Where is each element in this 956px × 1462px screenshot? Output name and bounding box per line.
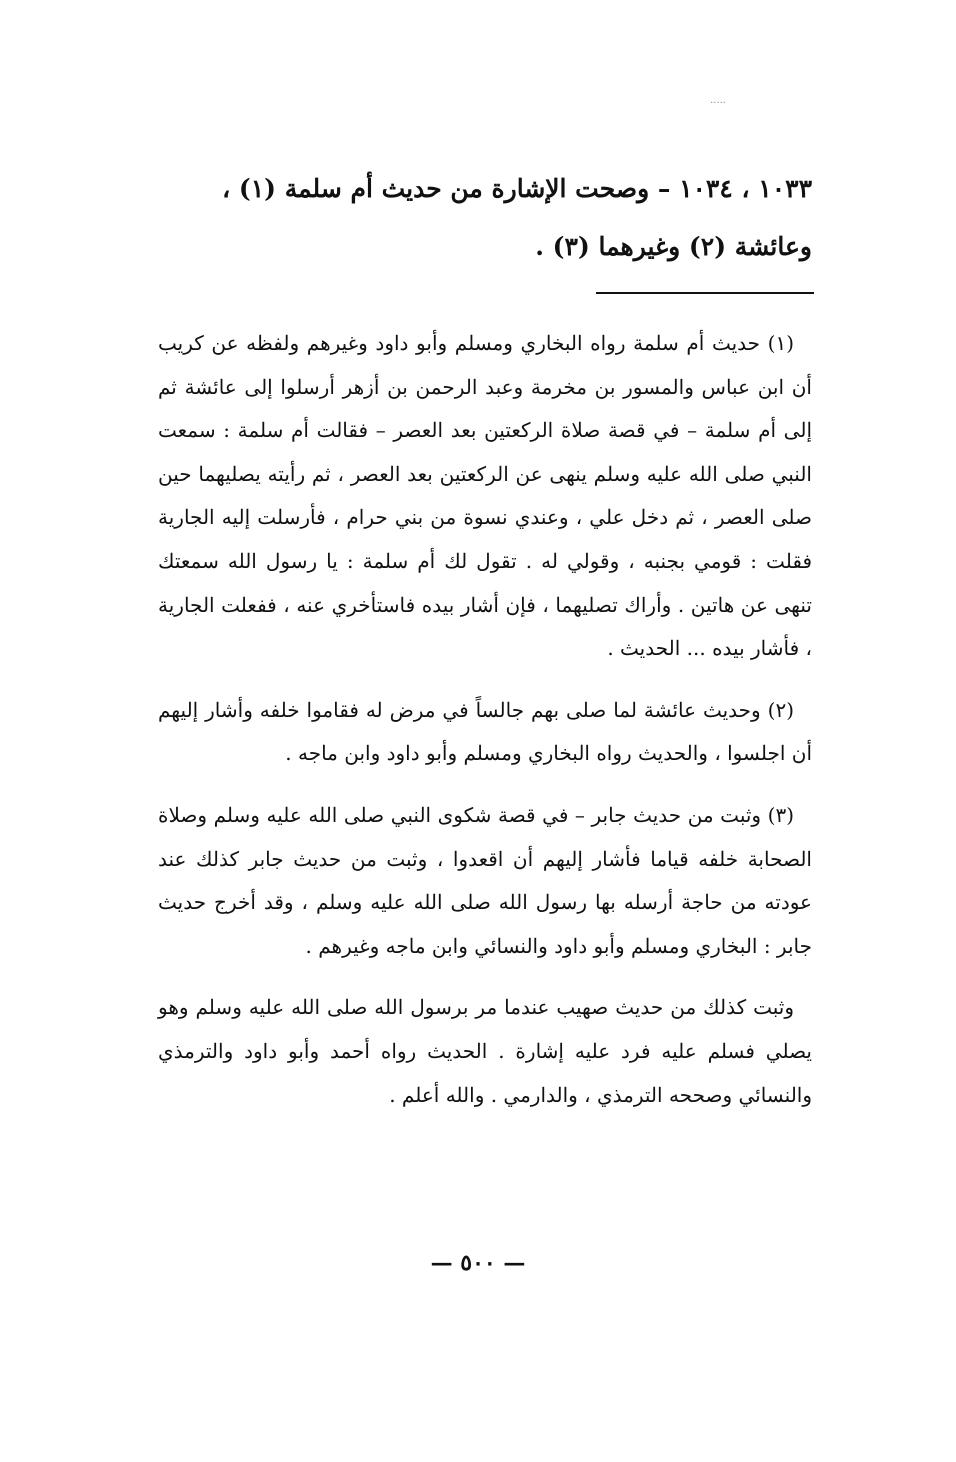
page-number: — ٥٠٠ — (430, 1250, 526, 1276)
heading-line-2: وعائشة (٢) وغيرهما (٣) . (535, 232, 812, 261)
footnote-2: (٢) وحديث عائشة لما صلى بهم جالساً في مرض له فقاموا خلفه وأشار إليهم أن اجلسوا ، والحديث رواه البخاري ومسلم وأبو داود وابن ماجه . (158, 697, 812, 766)
footnote-continuation: وثبت كذلك من حديث صهيب عندما مر برسول الله صلى الله عليه وسلم وهو يصلي فسلم عليه فرد عليه إشارة . الحديث رواه أحمد وأبو داود والترمذي والنسائي وصححه الترمذي ، والدارمي . والله أعلم . (158, 995, 812, 1107)
footnote-1: (١) حديث أم سلمة رواه البخاري ومسلم وأبو داود وغيرهم ولفظه عن كريب أن ابن عباس والمسور بن مخرمة وعبد الرحمن بن أزهر أرسلوا إلى عائشة ثم إلى أم سلمة – في قصة صلاة الركعتين بعد العصر – فقالت أم سلمة : سمعت النبي صلى الله عليه وسلم ينهى عن الركعتين بعد العصر ، ثم رأيته يصليهما حين صلى العصر ، ثم دخل علي ، وعندي نسوة من بني حرام ، فأرسلت إليه الجارية فقلت : قومي بجنبه ، وقولي له . تقول لك أم سلمة : يا رسول الله سمعتك تنهى عن هاتين . وأراك تصليهما ، فإن أشار بيده فاستأخري عنه ، ففعلت الجارية ، فأشار بيده ... الحديث . (158, 331, 812, 661)
footnote-separator (596, 292, 814, 294)
heading-line-1: ١٠٣٣ ، ١٠٣٤ – وصحت الإشارة من حديث أم سلمة (١) ، (222, 174, 812, 203)
footnote-3: (٣) وثبت من حديث جابر – في قصة شكوى النبي صلى الله عليه وسلم وصلاة الصحابة خلفه قياما فأشار إليهم أن اقعدوا ، وثبت من حديث جابر كذلك عند عودته من حاجة أرسله بها رسول الله صلى الله عليه وسلم ، وقد أخرج حديث جابر : البخاري ومسلم وأبو داود والنسائي وابن ماجه وغيرهم . (158, 802, 812, 958)
scan-mark: ····· (710, 98, 726, 109)
footnotes (158, 322, 812, 1135)
section-heading (140, 160, 812, 276)
